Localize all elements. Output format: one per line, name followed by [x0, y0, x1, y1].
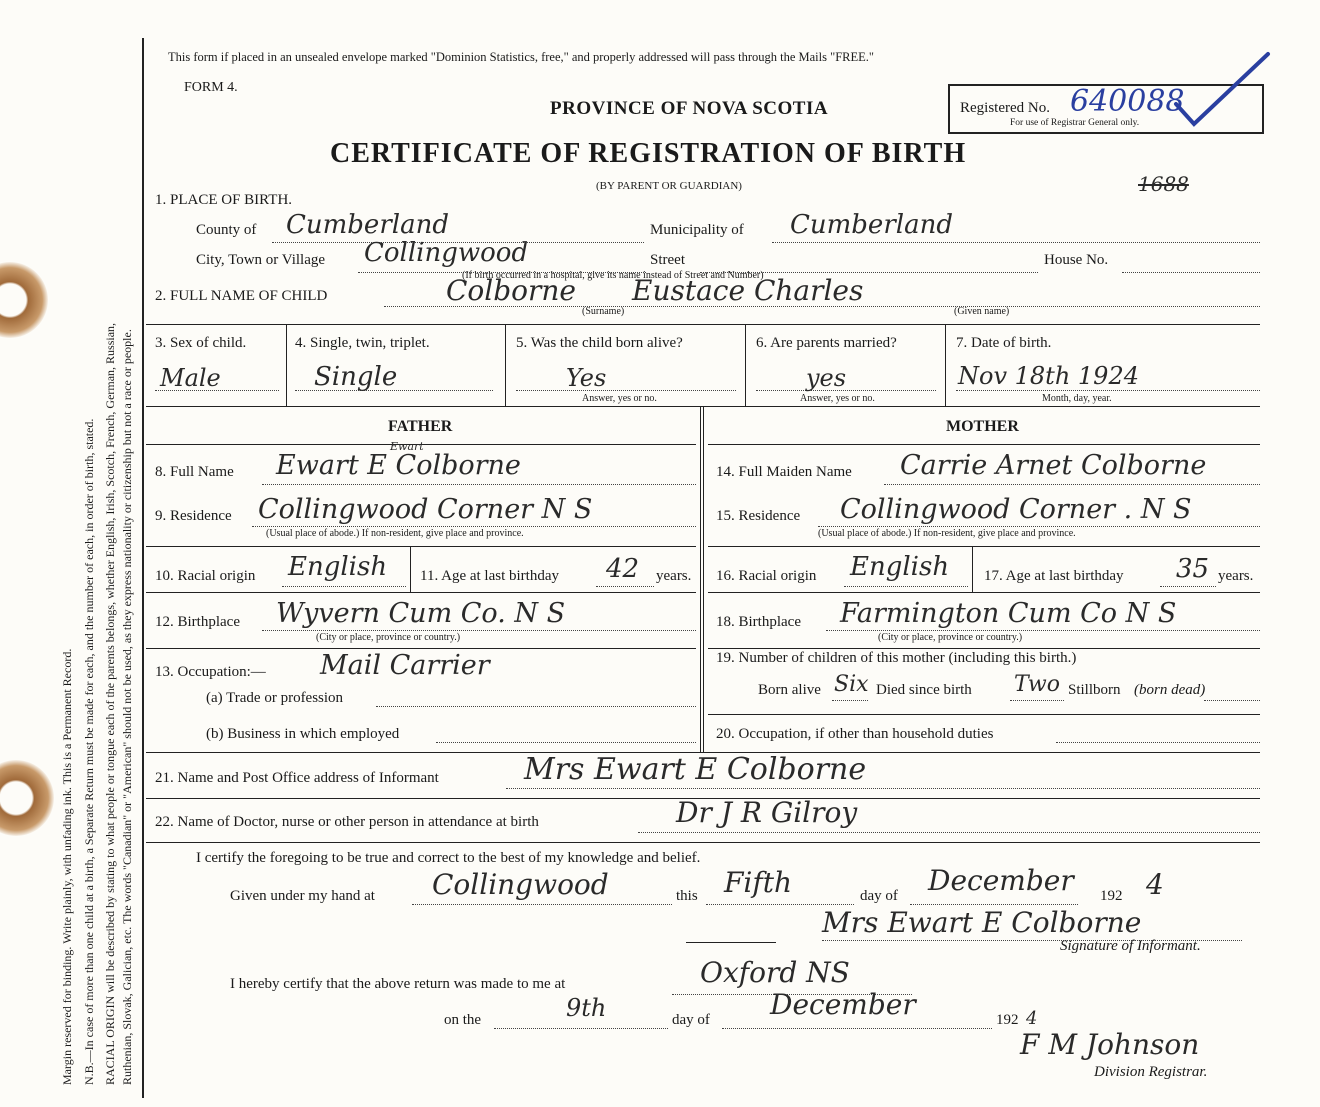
- municipality-value: Cumberland: [790, 210, 953, 240]
- father-age-unit: years.: [656, 568, 692, 584]
- informant-value: Mrs Ewart E Colborne: [524, 752, 867, 787]
- surname-caption: (Surname): [582, 306, 625, 317]
- mother-heading: MOTHER: [946, 418, 1019, 435]
- born-alive-caption: Answer, yes or no.: [582, 393, 657, 404]
- mother-birthplace-label: 18. Birthplace: [716, 614, 801, 630]
- mother-name-label: 14. Full Maiden Name: [716, 464, 852, 480]
- father-name-value: Ewart E Colborne: [276, 450, 521, 481]
- father-racial-origin-label: 10. Racial origin: [155, 568, 256, 584]
- certification-statement: I certify the foregoing to be true and correct to the best of my knowledge and belief.: [196, 850, 701, 866]
- died-value: Two: [1014, 672, 1060, 697]
- binding-hole-stain-bottom: [0, 760, 54, 836]
- house-number-label: House No.: [1044, 252, 1109, 268]
- father-racial-origin-value: English: [288, 552, 388, 582]
- child-name-label: 2. FULL NAME OF CHILD: [155, 288, 328, 304]
- father-birthplace-value: Wyvern Cum Co. N S: [276, 598, 566, 629]
- parents-married-label: 6. Are parents married?: [756, 335, 897, 351]
- sex-value: Male: [160, 364, 221, 392]
- born-alive-count-value: Six: [834, 672, 869, 697]
- return-place-value: Oxford NS: [700, 956, 850, 989]
- province-heading: PROVINCE OF NOVA SCOTIA: [550, 98, 829, 119]
- parents-married-answer: yes: [806, 364, 847, 392]
- child-surname: Colborne: [446, 274, 577, 307]
- born-alive-question-label: 5. Was the child born alive?: [516, 335, 683, 351]
- sidebar-note-2: N.B.—In case of more than one child at a birth, a Separate Return must be made for each, and the number of each, in order of birth, stated.: [82, 418, 96, 1085]
- given-under-label: Given under my hand at: [230, 888, 375, 904]
- binding-hole-stain-top: [0, 262, 48, 338]
- municipality-label: Municipality of: [650, 222, 744, 238]
- city-label: City, Town or Village: [196, 252, 326, 268]
- return-statement-label: I hereby certify that the above return was made to me at: [230, 976, 566, 992]
- plurality-label: 4. Single, twin, triplet.: [295, 335, 430, 351]
- street-label: Street: [650, 252, 685, 268]
- father-occupation-label: 13. Occupation:—: [155, 664, 266, 680]
- father-name-label: 8. Full Name: [155, 464, 234, 480]
- born-alive-answer: Yes: [566, 364, 607, 392]
- doctor-value: Dr J R Gilroy: [676, 796, 858, 829]
- father-heading: FATHER: [388, 418, 453, 435]
- place-of-birth-heading: 1. PLACE OF BIRTH.: [155, 192, 293, 208]
- county-value: Cumberland: [286, 210, 449, 240]
- registrar-note: For use of Registrar General only.: [1010, 118, 1140, 128]
- sex-label: 3. Sex of child.: [155, 335, 247, 351]
- business-label: (b) Business in which employed: [206, 726, 400, 742]
- this-label: this: [676, 888, 698, 904]
- mother-residence-caption: (Usual place of abode.) If non-resident, give place and province.: [818, 528, 1076, 539]
- registered-value: 640088: [1070, 84, 1185, 119]
- mother-birthplace-value: Farmington Cum Co N S: [840, 598, 1177, 629]
- given-name-caption: (Given name): [954, 306, 1010, 317]
- date-of-birth-label: 7. Date of birth.: [956, 335, 1052, 351]
- mother-age-label: 17. Age at last birthday: [984, 568, 1124, 584]
- county-label: County of: [196, 222, 257, 238]
- stillborn-note: (born dead): [1134, 682, 1206, 698]
- return-day-value: 9th: [566, 994, 607, 1022]
- certificate-title: CERTIFICATE OF REGISTRATION OF BIRTH: [330, 138, 967, 169]
- father-name-insert: Ewart: [390, 440, 424, 453]
- died-label: Died since birth: [876, 682, 972, 698]
- day-of-label: day of: [860, 888, 898, 904]
- date-of-birth-caption: Month, day, year.: [1042, 393, 1112, 404]
- registered-box: [948, 84, 1264, 134]
- registered-label: Registered No.: [960, 100, 1050, 116]
- father-residence-caption: (Usual place of abode.) If non-resident, give place and province.: [266, 528, 524, 539]
- mother-racial-origin-label: 16. Racial origin: [716, 568, 817, 584]
- on-the-label: on the: [444, 1012, 482, 1028]
- mother-age-unit: years.: [1218, 568, 1254, 584]
- mail-note: This form if placed in an unsealed envelope marked "Dominion Statistics, free," and properly addressed will pass through the Mails "FREE.": [168, 50, 875, 64]
- mother-occupation-label: 20. Occupation, if other than household duties: [716, 726, 994, 742]
- return-year-prefix: 192: [996, 1012, 1019, 1028]
- father-residence-value: Collingwood Corner N S: [258, 494, 593, 525]
- trade-label: (a) Trade or profession: [206, 690, 344, 706]
- informant-label: 21. Name and Post Office address of Informant: [155, 770, 439, 786]
- registrar-signature: F M Johnson: [1020, 1028, 1200, 1061]
- given-place-value: Collingwood: [432, 868, 609, 901]
- children-count-label: 19. Number of children of this mother (including this birth.): [716, 650, 1077, 666]
- father-age-label: 11. Age at last birthday: [420, 568, 559, 584]
- father-age-value: 42: [606, 554, 640, 584]
- mother-residence-value: Collingwood Corner . N S: [840, 494, 1192, 525]
- month-value: December: [928, 864, 1074, 897]
- mother-age-value: 35: [1176, 554, 1210, 584]
- street-note: (If birth occurred in a hospital, give its name instead of Street and Number): [462, 270, 764, 281]
- return-day-of-label: day of: [672, 1012, 710, 1028]
- sidebar-note-4: Ruthenian, Slovak, Galician, etc. The words "Canadian" or "American" should not be used, as they express nationality or citizenship but not a race or people.: [120, 329, 134, 1085]
- margin-rule: [142, 38, 144, 1098]
- stillborn-label: Stillborn: [1068, 682, 1121, 698]
- mother-residence-label: 15. Residence: [716, 508, 801, 524]
- date-of-birth-value: Nov 18th 1924: [958, 362, 1139, 390]
- day-value: Fifth: [724, 866, 793, 899]
- year-suffix: 4: [1146, 868, 1164, 901]
- mother-birthplace-caption: (City or place, province or country.): [878, 632, 1023, 643]
- registrar-caption: Division Registrar.: [1094, 1064, 1208, 1080]
- city-value: Collingwood: [364, 238, 529, 268]
- father-occupation-value: Mail Carrier: [320, 650, 490, 681]
- form-number: FORM 4.: [184, 80, 238, 95]
- mother-name-value: Carrie Arnet Colborne: [900, 450, 1207, 481]
- father-residence-label: 9. Residence: [155, 508, 232, 524]
- sidebar-note-1: Margin reserved for binding. Write plainly, with unfading ink. This is a Permanent Record.: [60, 648, 74, 1085]
- doctor-label: 22. Name of Doctor, nurse or other person in attendance at birth: [155, 814, 539, 830]
- checkmark-icon: [1172, 50, 1272, 130]
- sidebar-note-3: RACIAL ORIGIN will be described by stating to what people or tongue each of the parents belongs, whether English, Irish, Scotch, French, German, Russian,: [103, 322, 117, 1085]
- mother-racial-origin-value: English: [850, 552, 950, 582]
- born-alive-count-label: Born alive: [758, 682, 821, 698]
- father-birthplace-caption: (City or place, province or country.): [316, 632, 461, 643]
- informant-signature: Mrs Ewart E Colborne: [822, 906, 1142, 939]
- plurality-value: Single: [314, 362, 398, 392]
- struck-number: 1688: [1138, 172, 1189, 196]
- return-month-value: December: [770, 988, 916, 1021]
- year-prefix: 192: [1100, 888, 1123, 904]
- certificate-subtitle: (BY PARENT OR GUARDIAN): [596, 180, 742, 192]
- child-given-name: Eustace Charles: [632, 274, 864, 307]
- signature-caption: Signature of Informant.: [1060, 938, 1201, 954]
- parents-married-caption: Answer, yes or no.: [800, 393, 875, 404]
- father-birthplace-label: 12. Birthplace: [155, 614, 240, 630]
- return-year-suffix: 4: [1026, 1008, 1038, 1029]
